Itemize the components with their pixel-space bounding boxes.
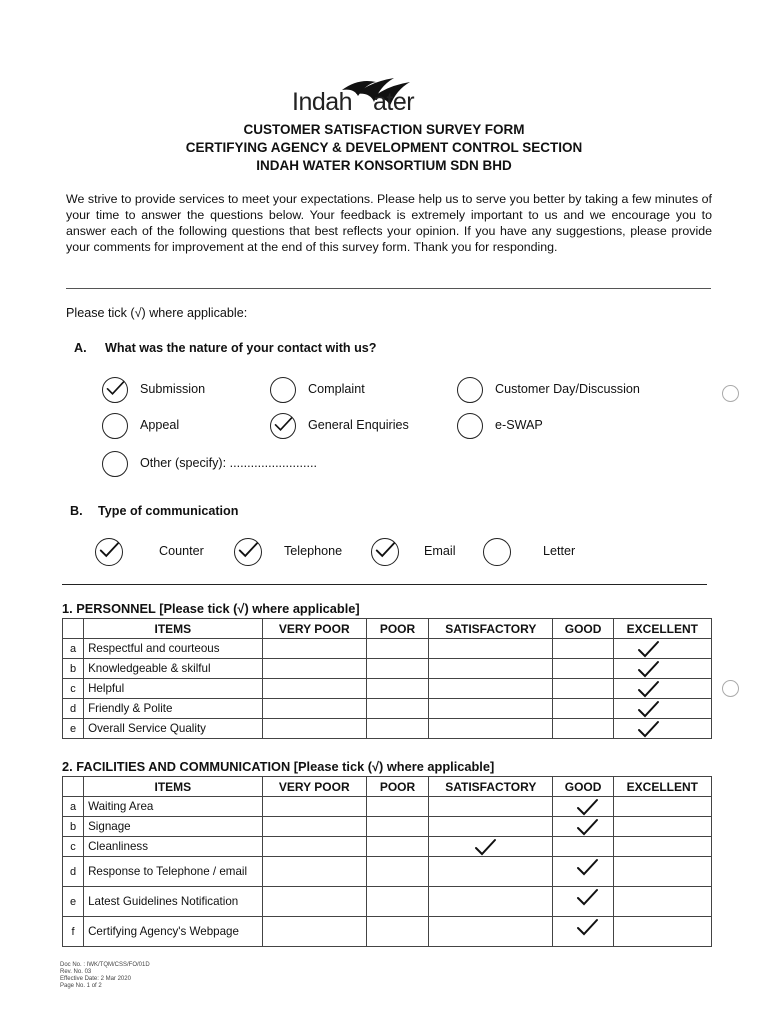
row-item-label: Latest Guidelines Notification (84, 887, 263, 917)
row-index: a (63, 639, 84, 659)
radio-letter[interactable] (483, 538, 511, 566)
option-label: Appeal (140, 418, 180, 432)
logo-text-left: Indah (292, 88, 353, 116)
logo (290, 74, 450, 116)
rating-cell-very-poor[interactable] (262, 817, 366, 837)
column-header-excellent: EXCELLENT (613, 619, 711, 639)
row-index: c (63, 679, 84, 699)
rating-cell-excellent[interactable] (613, 837, 711, 857)
option-label: General Enquiries (308, 418, 409, 432)
row-index: f (63, 917, 84, 947)
check-mark-icon (636, 720, 660, 738)
option-label: Customer Day/Discussion (495, 382, 640, 396)
row-index: d (63, 857, 84, 887)
table-row (63, 639, 712, 659)
rating-cell-good[interactable] (553, 679, 613, 699)
logo-text-right: ater (373, 88, 415, 116)
rating-cell-poor[interactable] (366, 857, 428, 887)
radio-e-swap[interactable] (457, 413, 483, 439)
check-mark-icon (575, 888, 599, 906)
index-header (63, 777, 84, 797)
column-header-very-poor: VERY POOR (262, 777, 366, 797)
form-title: CUSTOMER SATISFACTION SURVEY FORM (243, 122, 525, 137)
rating-cell-very-poor[interactable] (262, 639, 366, 659)
table-row (63, 719, 712, 739)
row-item-label: Waiting Area (84, 797, 263, 817)
option-label: Submission (140, 382, 206, 396)
rating-cell-satisfactory[interactable] (429, 817, 553, 837)
radio-appeal[interactable] (102, 413, 128, 439)
row-item-label: Certifying Agency's Webpage (84, 917, 263, 947)
row-item-label: Signage (84, 817, 263, 837)
rating-cell-excellent[interactable] (613, 797, 711, 817)
row-index: e (63, 719, 84, 739)
check-mark-icon (374, 540, 396, 559)
document-footer (60, 962, 150, 990)
rating-cell-satisfactory[interactable] (429, 659, 553, 679)
check-mark-icon (575, 818, 599, 836)
rating-cell-poor[interactable] (366, 917, 428, 947)
table-row (63, 817, 712, 837)
rating-cell-excellent[interactable] (613, 887, 711, 917)
check-mark-icon (636, 700, 660, 718)
intro-paragraph: We strive to provide services to meet your expectations. Please help us to serve you better by taking a few minutes of your time to answer the questions below. Your feedback is extremely important to us and we encourage you to answer each of the following questions that best reflects your opinion. If you have any suggestions, please provide your comments for improvement at the end of this survey form. Thank you for responding. (66, 192, 712, 254)
check-mark-icon (636, 660, 660, 678)
row-item-label: Cleanliness (84, 837, 263, 857)
rating-cell-very-poor[interactable] (262, 887, 366, 917)
form-subtitle: CERTIFYING AGENCY & DEVELOPMENT CONTROL SECTION (185, 140, 583, 155)
row-index: e (63, 887, 84, 917)
column-header-items: ITEMS (84, 777, 263, 797)
row-item-label: Respectful and courteous (84, 639, 263, 659)
rating-cell-satisfactory[interactable] (429, 857, 553, 887)
rating-cell-very-poor[interactable] (262, 857, 366, 887)
rating-cell-very-poor[interactable] (262, 719, 366, 739)
check-mark-icon (636, 680, 660, 698)
radio-customer-day-discussion[interactable] (457, 377, 483, 403)
check-mark-icon (105, 379, 125, 397)
radio-email[interactable] (371, 538, 399, 566)
rating-cell-good[interactable] (553, 659, 613, 679)
rating-cell-excellent[interactable] (613, 699, 711, 719)
radio-complaint[interactable] (270, 377, 296, 403)
rating-cell-good[interactable] (553, 719, 613, 739)
rating-cell-poor[interactable] (366, 659, 428, 679)
rating-cell-good[interactable] (553, 797, 613, 817)
rating-cell-very-poor[interactable] (262, 659, 366, 679)
rating-cell-poor[interactable] (366, 817, 428, 837)
column-header-satisfactory: SATISFACTORY (429, 619, 553, 639)
section-a-letter: A. (74, 341, 87, 355)
section-b-letter: B. (70, 504, 83, 518)
radio-general-enquiries[interactable] (270, 413, 296, 439)
check-mark-icon (575, 798, 599, 816)
table-row (63, 887, 712, 917)
table-row (63, 837, 712, 857)
rating-cell-excellent[interactable] (613, 679, 711, 699)
index-header (63, 619, 84, 639)
row-item-label: Overall Service Quality (84, 719, 263, 739)
check-mark-icon (273, 415, 293, 433)
personnel-table (62, 618, 712, 739)
rating-cell-very-poor[interactable] (262, 917, 366, 947)
divider (62, 584, 707, 585)
check-mark-icon (575, 858, 599, 876)
section-a-question: What was the nature of your contact with us? (105, 341, 377, 355)
column-header-very-poor: VERY POOR (262, 619, 366, 639)
rating-cell-poor[interactable] (366, 699, 428, 719)
table-row (63, 857, 712, 887)
row-index: d (63, 699, 84, 719)
margin-hole-mark (722, 385, 739, 402)
row-index: c (63, 837, 84, 857)
check-mark-icon (237, 540, 259, 559)
table-row (63, 679, 712, 699)
table-row (63, 659, 712, 679)
doc-number: Doc No. : IWK/TQM/CSS/FO/01D (60, 962, 150, 968)
rating-cell-very-poor[interactable] (262, 797, 366, 817)
rating-cell-poor[interactable] (366, 837, 428, 857)
personnel-section-title: 1. PERSONNEL [Please tick (√) where applicable] (62, 601, 360, 616)
column-header-poor: POOR (366, 777, 428, 797)
facilities-section-title: 2. FACILITIES AND COMMUNICATION [Please tick (√) where applicable] (62, 759, 495, 774)
facilities-table (62, 776, 712, 947)
rating-cell-excellent[interactable] (613, 857, 711, 887)
rating-cell-satisfactory[interactable] (429, 797, 553, 817)
row-item-label: Helpful (84, 679, 263, 699)
check-mark-icon (473, 838, 497, 856)
section-b-question: Type of communication (98, 504, 239, 518)
rating-cell-satisfactory[interactable] (429, 837, 553, 857)
table-row (63, 797, 712, 817)
rating-cell-satisfactory[interactable] (429, 719, 553, 739)
rating-cell-excellent[interactable] (613, 817, 711, 837)
radio-counter[interactable] (95, 538, 123, 566)
rating-cell-satisfactory[interactable] (429, 679, 553, 699)
rating-cell-satisfactory[interactable] (429, 917, 553, 947)
row-item-label: Friendly & Polite (84, 699, 263, 719)
rating-cell-good[interactable] (553, 837, 613, 857)
rating-cell-good[interactable] (553, 817, 613, 837)
option-label: e-SWAP (495, 418, 543, 432)
column-header-satisfactory: SATISFACTORY (429, 777, 553, 797)
rating-cell-excellent[interactable] (613, 639, 711, 659)
table-row (63, 699, 712, 719)
column-header-good: GOOD (553, 619, 613, 639)
rating-cell-excellent[interactable] (613, 917, 711, 947)
option-label: Other (specify): ......................... (140, 456, 318, 470)
rating-cell-satisfactory[interactable] (429, 639, 553, 659)
divider (66, 288, 711, 289)
margin-hole-mark (722, 680, 739, 697)
effective-date: Effective Date: 2 Mar 2020 (60, 976, 131, 982)
column-header-items: ITEMS (84, 619, 263, 639)
rating-cell-poor[interactable] (366, 887, 428, 917)
rating-cell-good[interactable] (553, 857, 613, 887)
rating-cell-very-poor[interactable] (262, 699, 366, 719)
option-label: Telephone (284, 544, 343, 558)
page-number: Page No. 1 of 2 (60, 983, 102, 989)
row-index: b (63, 659, 84, 679)
rating-cell-satisfactory[interactable] (429, 887, 553, 917)
rating-cell-very-poor[interactable] (262, 837, 366, 857)
rating-cell-good[interactable] (553, 699, 613, 719)
company-name: INDAH WATER KONSORTIUM SDN BHD (256, 158, 512, 173)
check-mark-icon (98, 540, 120, 559)
radio-telephone[interactable] (234, 538, 262, 566)
instruction-text: Please tick (√) where applicable: (66, 306, 248, 320)
row-index: b (63, 817, 84, 837)
radio-submission[interactable] (102, 377, 128, 403)
row-item-label: Response to Telephone / email (84, 857, 263, 887)
table-row (63, 917, 712, 947)
rating-cell-poor[interactable] (366, 639, 428, 659)
rating-cell-very-poor[interactable] (262, 679, 366, 699)
row-index: a (63, 797, 84, 817)
rating-cell-poor[interactable] (366, 719, 428, 739)
check-mark-icon (575, 918, 599, 936)
option-label: Counter (159, 544, 204, 558)
rating-cell-excellent[interactable] (613, 719, 711, 739)
column-header-good: GOOD (553, 777, 613, 797)
rating-cell-good[interactable] (553, 639, 613, 659)
rating-cell-poor[interactable] (366, 797, 428, 817)
column-header-poor: POOR (366, 619, 428, 639)
row-item-label: Knowledgeable & skilful (84, 659, 263, 679)
revision-number: Rev. No. 03 (60, 969, 92, 975)
rating-cell-good[interactable] (553, 917, 613, 947)
radio-other-specify[interactable] (102, 451, 128, 477)
rating-cell-satisfactory[interactable] (429, 699, 553, 719)
rating-cell-good[interactable] (553, 887, 613, 917)
option-label: Complaint (308, 382, 365, 396)
option-label: Email (424, 544, 456, 558)
rating-cell-excellent[interactable] (613, 659, 711, 679)
check-mark-icon (636, 640, 660, 658)
option-label: Letter (543, 544, 576, 558)
rating-cell-poor[interactable] (366, 679, 428, 699)
column-header-excellent: EXCELLENT (613, 777, 711, 797)
